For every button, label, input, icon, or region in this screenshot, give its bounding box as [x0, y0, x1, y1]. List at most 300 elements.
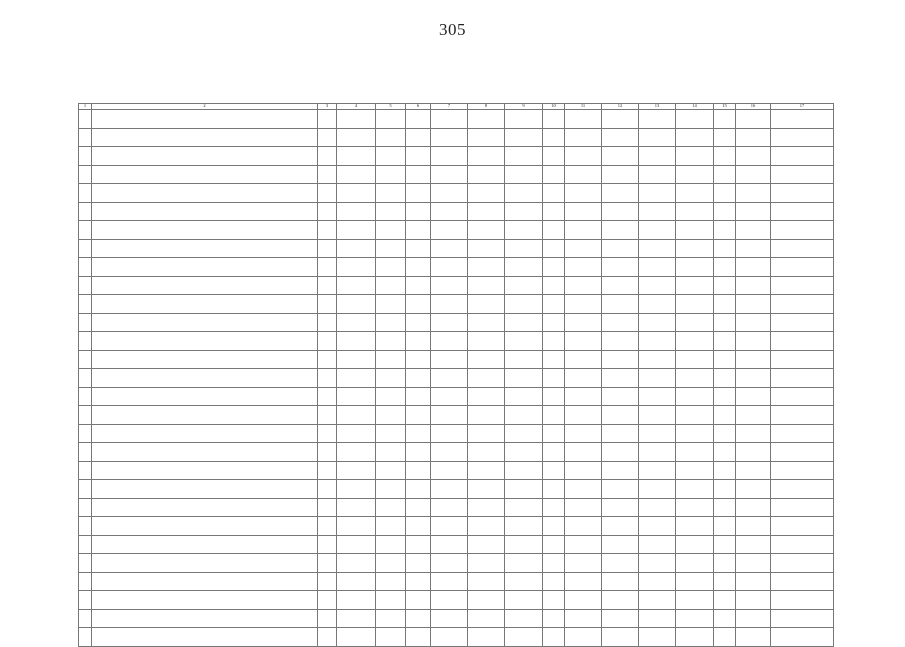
table-cell — [406, 295, 431, 314]
table-row — [79, 350, 834, 369]
table-cell — [602, 572, 639, 591]
table-cell — [376, 165, 406, 184]
table-cell — [431, 239, 468, 258]
table-cell — [771, 554, 834, 573]
table-cell — [543, 258, 565, 277]
table-cell — [505, 461, 543, 480]
table-cell — [431, 535, 468, 554]
table-cell — [431, 332, 468, 351]
table-cell — [565, 591, 602, 610]
table-cell — [736, 554, 771, 573]
table-cell — [468, 165, 505, 184]
table-cell — [714, 535, 736, 554]
table-cell — [565, 165, 602, 184]
table-cell — [337, 239, 376, 258]
table-cell — [92, 110, 318, 129]
table-cell — [602, 387, 639, 406]
table-cell — [676, 313, 714, 332]
table-cell — [79, 535, 92, 554]
table-cell — [736, 184, 771, 203]
table-cell — [406, 572, 431, 591]
table-cell — [505, 276, 543, 295]
table-cell — [771, 276, 834, 295]
table-row — [79, 443, 834, 462]
table-cell — [676, 443, 714, 462]
table-cell — [79, 572, 92, 591]
table-cell — [771, 517, 834, 536]
table-cell — [406, 480, 431, 499]
table-cell — [318, 535, 337, 554]
table-cell — [736, 480, 771, 499]
table-cell — [337, 221, 376, 240]
table-cell — [79, 387, 92, 406]
table-cell — [92, 369, 318, 388]
table-cell — [468, 202, 505, 221]
table-cell — [406, 276, 431, 295]
table-cell — [318, 480, 337, 499]
table-cell — [92, 295, 318, 314]
table-cell — [376, 313, 406, 332]
table-cell — [602, 554, 639, 573]
table-cell — [318, 221, 337, 240]
table-cell — [714, 110, 736, 129]
table-cell — [676, 202, 714, 221]
table-cell — [736, 591, 771, 610]
table-cell — [736, 258, 771, 277]
table-cell — [565, 332, 602, 351]
table-row — [79, 498, 834, 517]
table-cell — [736, 165, 771, 184]
table-cell — [639, 628, 676, 647]
table-cell — [468, 628, 505, 647]
table-cell — [505, 184, 543, 203]
table-cell — [714, 165, 736, 184]
table-cell — [318, 628, 337, 647]
table-cell — [602, 147, 639, 166]
table-cell — [565, 128, 602, 147]
table-cell — [639, 461, 676, 480]
table-cell — [714, 258, 736, 277]
table-cell — [337, 128, 376, 147]
table-cell — [639, 313, 676, 332]
table-cell — [431, 350, 468, 369]
table-cell — [505, 350, 543, 369]
table-cell — [565, 628, 602, 647]
table-cell — [543, 461, 565, 480]
table-cell — [714, 461, 736, 480]
table-cell — [505, 554, 543, 573]
table-cell — [771, 424, 834, 443]
table-cell — [92, 609, 318, 628]
table-cell — [431, 258, 468, 277]
table-cell — [543, 184, 565, 203]
table-cell — [318, 295, 337, 314]
table-cell — [468, 184, 505, 203]
table-cell — [431, 554, 468, 573]
table-cell — [505, 369, 543, 388]
table-cell — [565, 369, 602, 388]
table-cell — [505, 572, 543, 591]
table-cell — [406, 202, 431, 221]
table-cell — [406, 165, 431, 184]
table-cell — [771, 313, 834, 332]
table-cell — [337, 202, 376, 221]
table-cell — [639, 332, 676, 351]
table-cell — [79, 202, 92, 221]
table-cell — [337, 517, 376, 536]
table-cell — [714, 424, 736, 443]
table-cell — [376, 276, 406, 295]
column-number-header: 13 — [639, 104, 676, 110]
column-number-header: 3 — [318, 104, 337, 110]
table-cell — [736, 424, 771, 443]
column-number-header: 6 — [406, 104, 431, 110]
table-cell — [318, 332, 337, 351]
table-cell — [543, 554, 565, 573]
table-cell — [376, 387, 406, 406]
table-cell — [639, 387, 676, 406]
table-cell — [639, 498, 676, 517]
table-cell — [714, 369, 736, 388]
table-cell — [505, 239, 543, 258]
table-cell — [406, 369, 431, 388]
table-cell — [639, 591, 676, 610]
table-cell — [565, 461, 602, 480]
table-cell — [543, 110, 565, 129]
table-cell — [676, 628, 714, 647]
table-cell — [639, 517, 676, 536]
column-number-header: 12 — [602, 104, 639, 110]
table-cell — [468, 110, 505, 129]
table-cell — [376, 258, 406, 277]
table-cell — [676, 239, 714, 258]
table-cell — [714, 387, 736, 406]
table-row — [79, 147, 834, 166]
table-cell — [406, 147, 431, 166]
table-cell — [468, 461, 505, 480]
column-number-header: 17 — [771, 104, 834, 110]
table-cell — [92, 554, 318, 573]
table-cell — [79, 443, 92, 462]
table-cell — [602, 332, 639, 351]
column-number-header: 10 — [543, 104, 565, 110]
table-cell — [565, 202, 602, 221]
table-row — [79, 128, 834, 147]
table-cell — [318, 554, 337, 573]
table-cell — [639, 110, 676, 129]
table-cell — [79, 609, 92, 628]
table-cell — [79, 128, 92, 147]
table-cell — [406, 387, 431, 406]
table-cell — [714, 628, 736, 647]
table-row — [79, 239, 834, 258]
table-cell — [79, 258, 92, 277]
table-cell — [505, 221, 543, 240]
table-row — [79, 535, 834, 554]
table-cell — [505, 387, 543, 406]
table-cell — [771, 221, 834, 240]
table-cell — [676, 554, 714, 573]
table-cell — [565, 221, 602, 240]
table-cell — [543, 480, 565, 499]
table-cell — [714, 609, 736, 628]
table-cell — [376, 424, 406, 443]
table-cell — [406, 332, 431, 351]
table-cell — [714, 443, 736, 462]
table-cell — [318, 387, 337, 406]
table-cell — [79, 110, 92, 129]
table-cell — [468, 350, 505, 369]
table-cell — [406, 406, 431, 425]
table-cell — [771, 609, 834, 628]
table-cell — [468, 609, 505, 628]
table-row — [79, 258, 834, 277]
table-cell — [676, 387, 714, 406]
table-cell — [337, 609, 376, 628]
table-cell — [431, 202, 468, 221]
table-cell — [639, 424, 676, 443]
table-cell — [92, 406, 318, 425]
table-cell — [79, 369, 92, 388]
table-cell — [602, 424, 639, 443]
table-cell — [92, 461, 318, 480]
table-cell — [318, 313, 337, 332]
data-table-container — [78, 103, 833, 647]
table-cell — [318, 443, 337, 462]
table-cell — [431, 128, 468, 147]
table-cell — [406, 443, 431, 462]
table-cell — [376, 480, 406, 499]
table-cell — [714, 517, 736, 536]
table-cell — [714, 295, 736, 314]
table-cell — [676, 591, 714, 610]
table-cell — [337, 350, 376, 369]
table-cell — [505, 480, 543, 499]
table-cell — [468, 239, 505, 258]
table-row — [79, 572, 834, 591]
table-cell — [736, 202, 771, 221]
table-cell — [714, 276, 736, 295]
table-cell — [736, 443, 771, 462]
table-cell — [714, 332, 736, 351]
table-cell — [771, 184, 834, 203]
table-cell — [736, 369, 771, 388]
table-cell — [505, 591, 543, 610]
table-cell — [318, 609, 337, 628]
table-cell — [676, 535, 714, 554]
table-cell — [602, 591, 639, 610]
table-cell — [79, 295, 92, 314]
table-cell — [431, 461, 468, 480]
table-cell — [376, 406, 406, 425]
table-cell — [639, 295, 676, 314]
table-cell — [431, 387, 468, 406]
table-cell — [771, 572, 834, 591]
table-cell — [468, 258, 505, 277]
table-cell — [431, 295, 468, 314]
table-cell — [376, 110, 406, 129]
table-cell — [505, 443, 543, 462]
table-cell — [736, 609, 771, 628]
table-cell — [565, 554, 602, 573]
table-cell — [337, 406, 376, 425]
table-cell — [676, 258, 714, 277]
table-cell — [505, 202, 543, 221]
table-cell — [337, 387, 376, 406]
table-cell — [318, 128, 337, 147]
table-cell — [505, 406, 543, 425]
table-cell — [468, 295, 505, 314]
table-cell — [639, 369, 676, 388]
column-number-header: 8 — [468, 104, 505, 110]
table-cell — [714, 350, 736, 369]
data-table — [78, 103, 834, 647]
table-cell — [565, 350, 602, 369]
table-cell — [714, 572, 736, 591]
table-cell — [318, 424, 337, 443]
table-cell — [676, 332, 714, 351]
table-cell — [431, 517, 468, 536]
table-cell — [676, 184, 714, 203]
table-cell — [79, 350, 92, 369]
table-cell — [505, 628, 543, 647]
table-cell — [79, 554, 92, 573]
table-cell — [565, 480, 602, 499]
table-cell — [431, 480, 468, 499]
table-cell — [376, 239, 406, 258]
table-cell — [714, 313, 736, 332]
column-number-header: 5 — [376, 104, 406, 110]
table-row — [79, 480, 834, 499]
table-cell — [771, 295, 834, 314]
table-cell — [602, 517, 639, 536]
table-cell — [318, 258, 337, 277]
table-cell — [79, 313, 92, 332]
table-cell — [565, 313, 602, 332]
table-cell — [543, 443, 565, 462]
table-cell — [676, 480, 714, 499]
table-cell — [318, 591, 337, 610]
table-cell — [92, 147, 318, 166]
table-cell — [92, 517, 318, 536]
table-cell — [736, 572, 771, 591]
table-cell — [468, 424, 505, 443]
table-cell — [771, 387, 834, 406]
table-row — [79, 332, 834, 351]
table-cell — [714, 202, 736, 221]
table-cell — [639, 202, 676, 221]
table-cell — [714, 480, 736, 499]
table-cell — [431, 276, 468, 295]
table-cell — [468, 369, 505, 388]
table-cell — [92, 443, 318, 462]
table-cell — [771, 128, 834, 147]
table-cell — [505, 258, 543, 277]
table-cell — [337, 498, 376, 517]
table-cell — [771, 332, 834, 351]
table-cell — [337, 258, 376, 277]
table-cell — [505, 165, 543, 184]
table-cell — [602, 628, 639, 647]
table-cell — [79, 221, 92, 240]
table-cell — [543, 221, 565, 240]
table-cell — [736, 350, 771, 369]
table-cell — [431, 184, 468, 203]
table-cell — [543, 165, 565, 184]
table-cell — [337, 443, 376, 462]
table-cell — [602, 276, 639, 295]
table-cell — [714, 128, 736, 147]
table-cell — [468, 535, 505, 554]
table-row — [79, 295, 834, 314]
table-cell — [543, 128, 565, 147]
table-cell — [736, 239, 771, 258]
table-cell — [602, 443, 639, 462]
table-cell — [771, 110, 834, 129]
table-cell — [468, 387, 505, 406]
table-cell — [337, 461, 376, 480]
table-cell — [736, 498, 771, 517]
table-cell — [92, 480, 318, 499]
table-cell — [79, 332, 92, 351]
table-cell — [337, 184, 376, 203]
table-cell — [639, 165, 676, 184]
table-cell — [318, 498, 337, 517]
table-cell — [468, 480, 505, 499]
table-cell — [676, 517, 714, 536]
table-cell — [639, 147, 676, 166]
table-cell — [376, 554, 406, 573]
table-cell — [376, 202, 406, 221]
table-cell — [505, 332, 543, 351]
table-cell — [676, 498, 714, 517]
table-cell — [337, 295, 376, 314]
table-cell — [543, 406, 565, 425]
table-cell — [714, 239, 736, 258]
table-cell — [406, 628, 431, 647]
table-cell — [736, 387, 771, 406]
table-cell — [736, 221, 771, 240]
table-cell — [376, 609, 406, 628]
table-cell — [376, 332, 406, 351]
table-cell — [468, 332, 505, 351]
table-cell — [337, 628, 376, 647]
table-cell — [676, 110, 714, 129]
table-row — [79, 165, 834, 184]
table-cell — [602, 110, 639, 129]
table-cell — [406, 424, 431, 443]
table-cell — [771, 369, 834, 388]
table-cell — [565, 406, 602, 425]
table-cell — [639, 609, 676, 628]
table-cell — [431, 591, 468, 610]
table-cell — [431, 424, 468, 443]
table-cell — [431, 110, 468, 129]
table-row — [79, 554, 834, 573]
table-cell — [714, 554, 736, 573]
table-cell — [92, 424, 318, 443]
table-cell — [505, 424, 543, 443]
table-cell — [79, 165, 92, 184]
table-cell — [337, 313, 376, 332]
table-cell — [337, 424, 376, 443]
table-cell — [431, 165, 468, 184]
table-cell — [676, 572, 714, 591]
table-cell — [318, 165, 337, 184]
table-row — [79, 461, 834, 480]
table-cell — [318, 110, 337, 129]
table-cell — [468, 443, 505, 462]
